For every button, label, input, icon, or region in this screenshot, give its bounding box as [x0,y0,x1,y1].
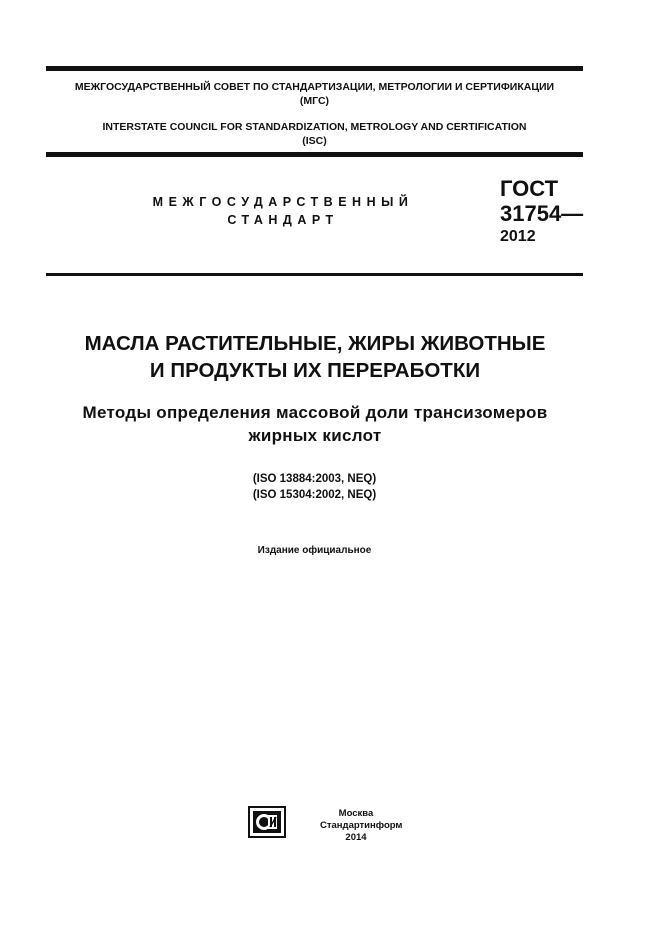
top-rule [46,66,583,71]
standartinform-logo-icon [248,806,286,838]
council-en-name: INTERSTATE COUNCIL FOR STANDARDIZATION, METROLOGY AND CERTIFICATION [102,121,527,133]
gost-number: 31754— [500,201,584,226]
header-bottom-rule [46,152,583,157]
edition-label: Издание официальное [257,545,372,556]
iso-reference-2: (ISO 15304:2002, NEQ) [252,489,377,501]
document-subtitle-line1: Методы определения массовой доли трансизомеров [82,403,548,422]
iso-reference-1: (ISO 13884:2003, NEQ) [252,473,377,485]
standard-type-line1: МЕЖГОСУДАРСТВЕННЫЙ [152,195,414,209]
gost-label: ГОСТ [500,176,559,201]
gost-year: 2012 [500,228,536,245]
publisher-name: Стандартинформ [320,820,403,831]
document-title-line2: И ПРОДУКТЫ ИХ ПЕРЕРАБОТКИ [149,359,481,382]
council-ru-name: МЕЖГОСУДАРСТВЕННЫЙ СОВЕТ ПО СТАНДАРТИЗАЦИИ, МЕТРОЛОГИИ И СЕРТИФИКАЦИИ [74,81,555,93]
document-subtitle-line2: жирных кислот [248,426,382,445]
document-title-line1: МАСЛА РАСТИТЕЛЬНЫЕ, ЖИРЫ ЖИВОТНЫЕ [84,332,546,355]
publisher-city: Москва [338,808,374,819]
standard-type-line2: СТАНДАРТ [227,213,339,227]
council-en-abbr: (ISC) [302,135,327,147]
standard-bottom-rule [46,273,583,276]
publisher-year: 2014 [345,832,367,843]
council-ru-abbr: (МГС) [299,95,330,107]
